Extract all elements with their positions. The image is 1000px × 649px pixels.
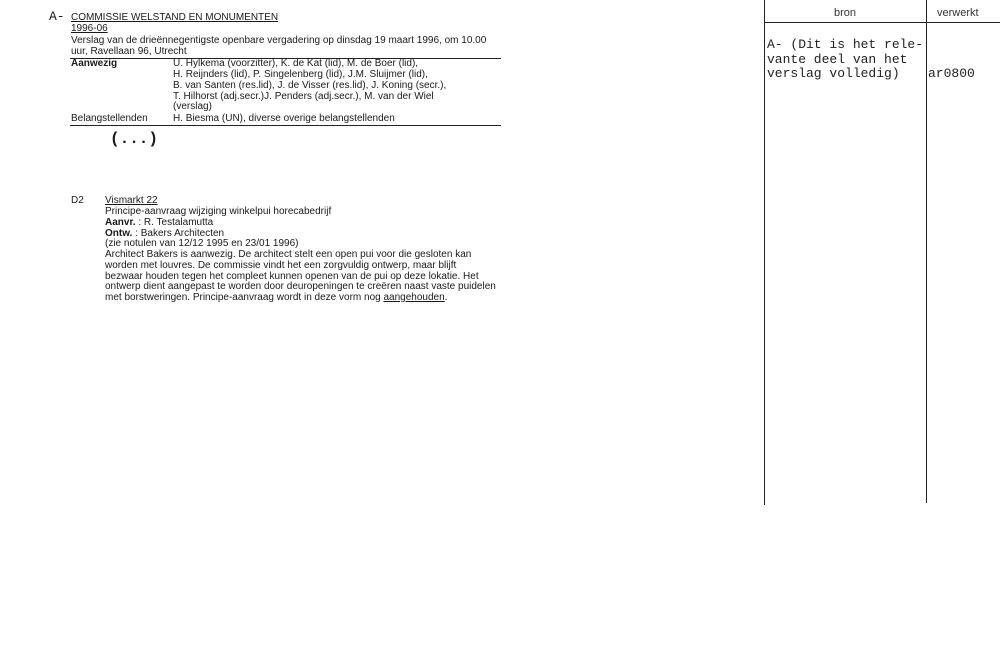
body-last-line <box>105 292 447 303</box>
designer-value: : Bakers Architecten <box>135 228 225 239</box>
section-marker: A- <box>49 9 65 24</box>
column-header-divider <box>764 22 1000 23</box>
meeting-number: 1996-06 <box>71 23 108 34</box>
present-label: Aanwezig <box>71 58 118 69</box>
source-note-line: verslag volledig) <box>767 66 900 81</box>
source-note-line: A- (Dit is het rele- <box>767 37 924 52</box>
body-line: Architect Bakers is aanwezig. De architect stelt een open pui voor die gesloten kan <box>105 249 472 260</box>
body-last-end: . <box>444 292 448 303</box>
stakeholders-label: Belangstellenden <box>71 113 148 124</box>
source-note-line: vante deel van het <box>767 52 908 67</box>
item-subject: Principe-aanvraag wijziging winkelpui horecabedrijf <box>105 206 332 217</box>
applicant-value: : R. Testalamutta <box>138 217 214 228</box>
body-line: bezwaar houden tegen het compleet kunnen openen van de pui op deze lokatie. Het <box>105 271 479 282</box>
present-line: (verslag) <box>173 101 212 112</box>
designer-label: Ontw. <box>105 228 133 239</box>
body-line: worden met louvres. De commissie vindt het een zorgvuldig ontwerp, maar blijft <box>105 260 457 271</box>
decision-word: aangehouden <box>383 292 445 303</box>
present-line: H. Reijnders (lid), P. Singelenberg (lid), J.M. Sluijmer (lid), <box>173 69 428 80</box>
present-line: U. Hylkema (voorzitter), K. de Kat (lid), M. de Boer (lid), <box>173 58 419 69</box>
column-left-border <box>764 0 765 505</box>
ellipsis-mark: (...) <box>110 130 159 148</box>
column-header-verwerkt: verwerkt <box>937 7 979 19</box>
stakeholders-value: H. Biesma (UN), diverse overige belangstellenden <box>173 113 395 124</box>
column-middle-border <box>926 0 927 503</box>
present-line: T. Hilhorst (adj.secr.)J. Penders (adj.secr.), M. van der Wiel <box>173 91 434 102</box>
notes-reference: (zie notulen van 12/12 1995 en 23/01 1996) <box>105 238 299 249</box>
applicant-row <box>105 217 213 228</box>
body-last-text: met borstweringen. Principe-aanvraag wordt in deze vorm nog <box>105 292 384 303</box>
present-line: B. van Santen (res.lid), J. de Visser (res.lid), J. Koning (secr.), <box>173 80 447 91</box>
report-line-2: uur, Ravellaan 96, Utrecht <box>71 46 187 57</box>
attendance-divider <box>70 125 501 126</box>
report-line-1: Verslag van de drieënnegentigste openbare vergadering op dinsdag 19 maart 1996, om 10.00 <box>71 35 487 46</box>
applicant-label: Aanvr. <box>105 217 136 228</box>
item-code: D2 <box>71 195 84 206</box>
body-line: ontwerp dient aangepast te worden door deuropeningen te creëren naast vaste puidelen <box>105 281 496 292</box>
column-header-bron: bron <box>834 7 857 19</box>
commission-title: COMMISSIE WELSTAND EN MONUMENTEN <box>71 12 279 23</box>
item-address: Vismarkt 22 <box>105 195 158 206</box>
processed-code: ar0800 <box>928 66 975 81</box>
